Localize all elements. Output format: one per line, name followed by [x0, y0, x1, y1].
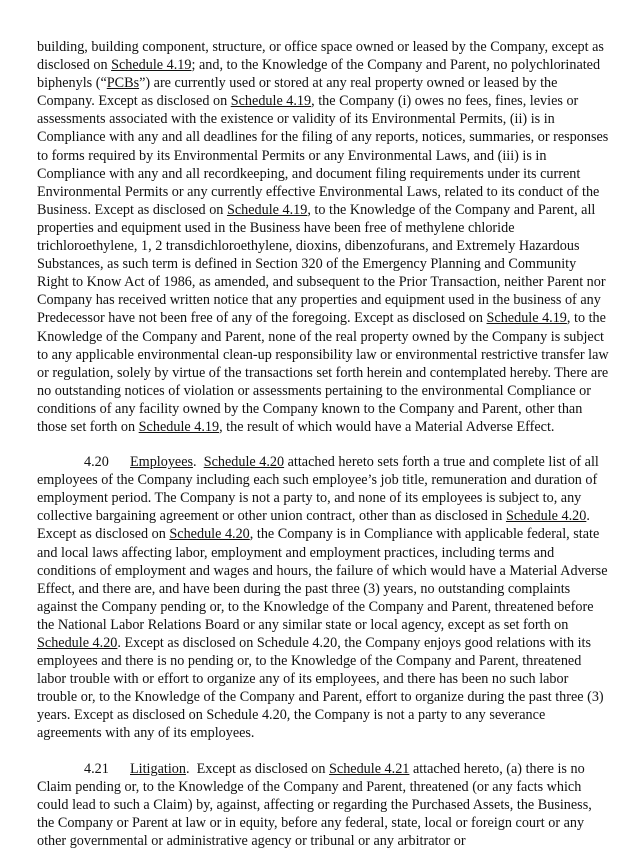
schedule-reference: Schedule 4.21 [329, 760, 410, 777]
text-run: , to the Knowledge of the Company and Parent, all properties and equipment used in the Business have been free of methylene chloride trichloroethylene, 1, 2 transdichloroethylene, dioxins, dibenzofurans, and Extremely Hazardous Substances, as such term is defined in Section 320 of the Emergency Planning and Community Right to Know Act of 1986, as amended, and subsequent to the Prior Transaction, neither Parent nor Company has received written notice that any properties and equipment used in the business of any Predecessor have not been free of any of the foregoing. Except as disclosed on [37, 201, 606, 327]
schedule-reference: Schedule 4.20 [203, 454, 285, 471]
section-number: 4.21 [84, 760, 109, 777]
section-4-21: 4.21 Litigation. Except as disclosed on Schedule 4.21 attached hereto, (a) there is no Claim pending or, to the Knowledge of the Company and Parent, threatened (or any facts which could lead to such a Claim) by, against, affecting or regarding the Purchased Assets, the Business, the Company or Parent at law or in equity, before any federal, state, local or foreign court or any other governmental or administrative agency or tribunal or any arbitrator or [37, 760, 592, 849]
text-run: ”) are currently used or stored at any real property owned or leased by the Company. Except as disclosed on [37, 75, 558, 110]
schedule-reference: Schedule 4.19 [138, 418, 220, 435]
schedule-reference: Schedule 4.20 [37, 635, 118, 651]
schedule-reference: Schedule 4.19 [226, 201, 308, 218]
text-run: attached hereto sets forth a true and complete list of all employees of the Company including each such employee’s job title, remuneration and duration of employment period. The Company is not a party to, and none of its employees is subject to, any collective bargaining agreement or other union contract, other than as disclosed in [37, 454, 599, 525]
section-4-20: 4.20 Employees. Schedule 4.20 attached hereto sets forth a true and complete list of all employees of the Company including each such employee’s job title, remuneration and duration of employment period. The Company is not a party to, and none of its employees is subject to, any collective bargaining agreement or other union contract, other than as disclosed in Schedule 4.20. Except as disclosed on Schedule 4.20, the Company is in Compliance with applicable federal, state and local laws affecting labor, employment and employment practices, including terms and conditions of employment and wages and hours, the failure of which would have a Material Adverse Effect, and there are, and have been during the past three (3) years, no outstanding complaints against the Company pending or, to the Knowledge of the Company and Parent, threatened before the National Labor Relations Board or any similar state or local agency, except as set forth on Schedule 4.20. Except as disclosed on Schedule 4.20, the Company enjoys good relations with its employees and there is no pending or, to the Knowledge of the Company and Parent, threatened labor trouble with or effort to organize any of its employees, and there has been no such labor trouble or, to the Knowledge of the Company and Parent, effort to organize during the past three (3) years. Except as disclosed on Schedule 4.20, the Company is not a party to any severance agreements with any of its employees. [37, 454, 608, 742]
section-heading: Employees [130, 454, 194, 471]
text-run: , the Company is in Compliance with applicable federal, state and local laws affecting labor, employment and employment practices, including terms and conditions of employment and wages and hours, the failure of which would have a Material Adverse Effect, and there are, and have been during the past three (3) years, no outstanding complaints against the Company pending or, to the Knowledge of the Company and Parent, threatened before the National Labor Relations Board or any similar state or local agency, except as set forth on [37, 526, 608, 633]
text-run: , the result of which would have a Material Adverse Effect. [219, 418, 555, 435]
section-body [37, 454, 608, 741]
section-heading: Litigation [130, 760, 186, 777]
text-run: , to the Knowledge of the Company and Parent, none of the real property owned by the Company is subject to any applicable environmental clean-up responsibility law or environmental restrictive transfer law or regulation, solely by virtue of the transactions set forth herein and contemplated hereby. There are no outstanding notices of violation or assessments pertaining to the environmental Compliance or conditions of any facility owned by the Company known to the Company and Parent, other than those set forth on [37, 310, 609, 435]
section-number: 4.20 [84, 454, 109, 471]
schedule-reference: PCBs [106, 75, 140, 92]
schedule-reference: Schedule 4.19 [230, 93, 312, 110]
text-run: attached hereto, (a) there is no Claim pending or, to the Knowledge of the Company and Parent, threatened (or any facts which could lead to such a Claim) by, against, affecting or regarding the Purchased Assets, the Business, the Company or Parent at law or in equity, before any federal, state, local or foreign court or any other governmental or administrative agency or tribunal or any arbitrator or [37, 760, 592, 849]
schedule-reference: Schedule 4.19 [486, 310, 567, 327]
schedule-reference: Schedule 4.20 [169, 526, 250, 543]
continuation-paragraph [37, 38, 610, 436]
text-run: ; and, to the Knowledge of the Company and Parent, no polychlorinated biphenyls (“ [37, 57, 601, 92]
schedule-reference: Schedule 4.19 [111, 57, 192, 74]
text-run: Except as disclosed on [196, 760, 329, 777]
text-run: . Except as disclosed on Schedule 4.20, the Company enjoys good relations with its employees and there is no pending or, to the Knowledge of the Company and Parent, threatened labor trouble with or effort to organize any of its employees, and there has been no such labor trouble or, to the Knowledge of the Company and Parent, effort to organize during the past three (3) years. Except as disclosed on Schedule 4.20, the Company is not a party to any severance agreements with any of its employees. [37, 635, 604, 742]
text-run: building, building component, structure, or office space owned or leased by the Company, except as disclosed on [37, 39, 604, 74]
text-run: . Except as disclosed on [37, 508, 590, 543]
text-run: , the Company (i) owes no fees, fines, levies or assessments associated with the existence or validity of its Environmental Permits, (ii) is in Compliance with any and all deadlines for the filing of any reports, notices, summaries, or responses to forms required by its Environmental Permits or any Environmental Laws, and (iii) is in Compliance with any and all recordkeeping, and document filing requirements under its current Environmental Permits or any currently effective Environmental Laws, related to its conduct of the Business. Except as disclosed on [37, 93, 609, 218]
schedule-reference: Schedule 4.20 [505, 508, 587, 525]
